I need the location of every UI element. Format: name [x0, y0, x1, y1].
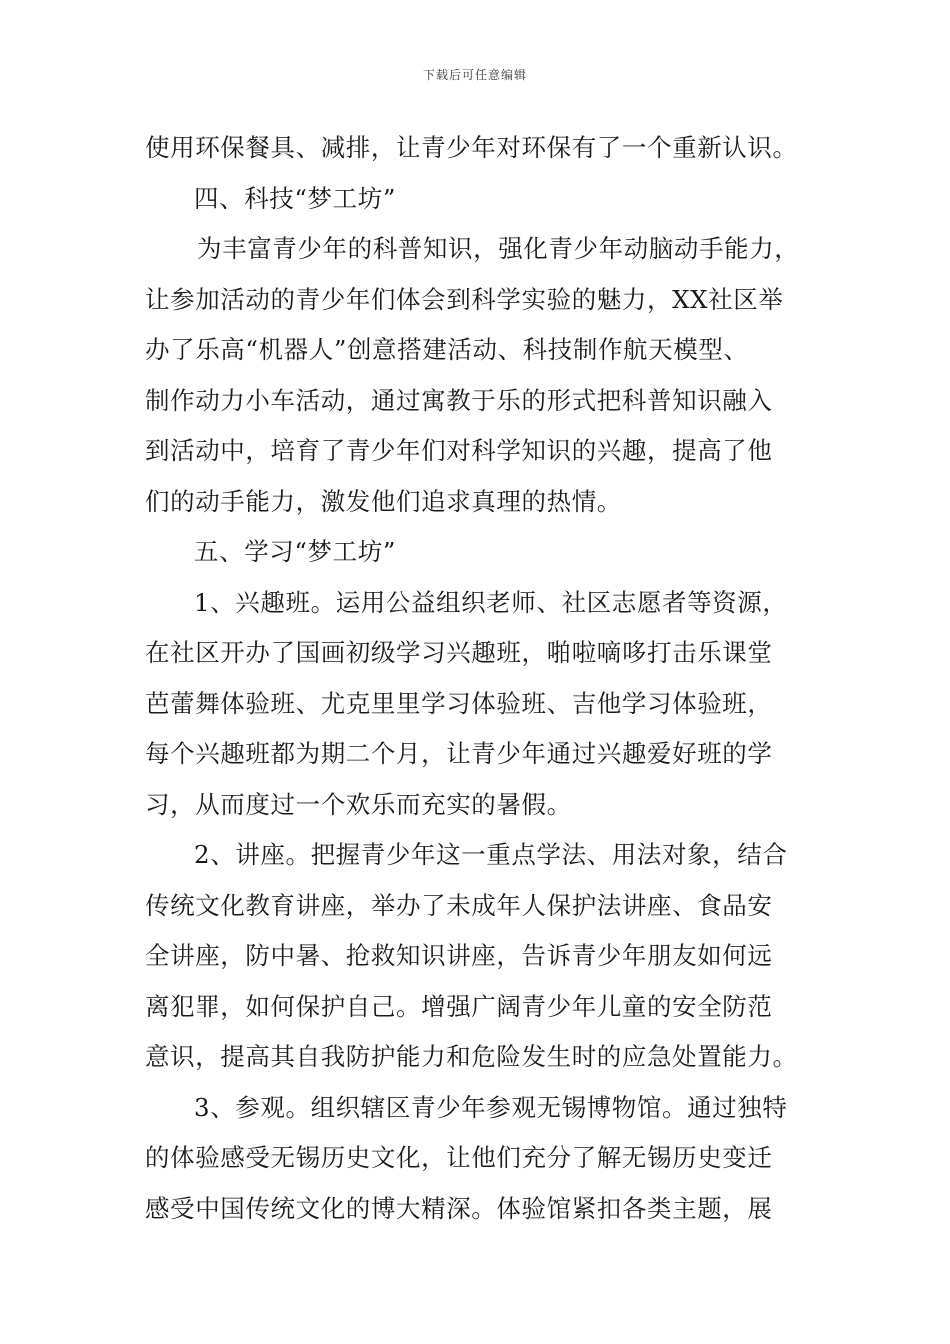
- text-line: 每个兴趣班都为期二个月，让青少年通过兴趣爱好班的学: [145, 739, 773, 768]
- text-line: 3、参观。组织辖区青少年参观无锡博物馆。通过独特: [194, 1092, 788, 1122]
- text-line: 芭蕾舞体验班、尤克里里学习体验班、吉他学习体验班，: [145, 688, 773, 718]
- text-line: 为丰富青少年的科普知识，强化青少年动脑动手能力，: [197, 234, 800, 263]
- text-line: 到活动中，培育了青少年们对科学知识的兴趣，提高了他: [145, 436, 773, 465]
- section-heading: 四、科技“梦工坊”: [194, 183, 396, 213]
- text-line: 让参加活动的青少年们体会到科学实验的魅力，XX社区举: [145, 284, 784, 314]
- document-body: [145, 123, 815, 1234]
- text-line: 习，从而度过一个欢乐而充实的暑假。: [145, 789, 572, 819]
- text-line: 传统文化教育讲座，举办了未成年人保护法讲座、食品安: [145, 890, 773, 920]
- section-heading: 五、学习“梦工坊”: [194, 537, 396, 566]
- text-line: 办了乐高“机器人”创意搭建活动、科技制作航天模型、: [145, 335, 749, 364]
- text-line: 2、讲座。把握青少年这一重点学法、用法对象，结合: [194, 840, 788, 869]
- text-line: 全讲座，防中暑、抢救知识讲座，告诉青少年朋友如何远: [145, 941, 773, 970]
- text-line: 意识，提高其自我防护能力和危险发生时的应急处置能力。: [145, 1042, 798, 1071]
- text-line: 在社区开办了国画初级学习兴趣班，啪啦嘀哆打击乐课堂: [145, 638, 773, 667]
- text-line: 1、兴趣班。运用公益组织老师、社区志愿者等资源，: [194, 587, 788, 617]
- text-line: 感受中国传统文化的博大精深。体验馆紧扣各类主题，展: [145, 1193, 773, 1223]
- text-line: 们的动手能力，激发他们追求真理的热情。: [145, 486, 622, 516]
- text-line: 离犯罪，如何保护自己。增强广阔青少年儿童的安全防范: [145, 991, 773, 1021]
- text-line: 使用环保餐具、减排，让青少年对环保有了一个重新认识。: [145, 133, 798, 162]
- page-header: 下载后可任意编辑: [422, 68, 527, 82]
- text-line: 制作动力小车活动，通过寓教于乐的形式把科普知识融入: [145, 385, 773, 415]
- text-line: 的体验感受无锡历史文化，让他们充分了解无锡历史变迁: [145, 1143, 773, 1172]
